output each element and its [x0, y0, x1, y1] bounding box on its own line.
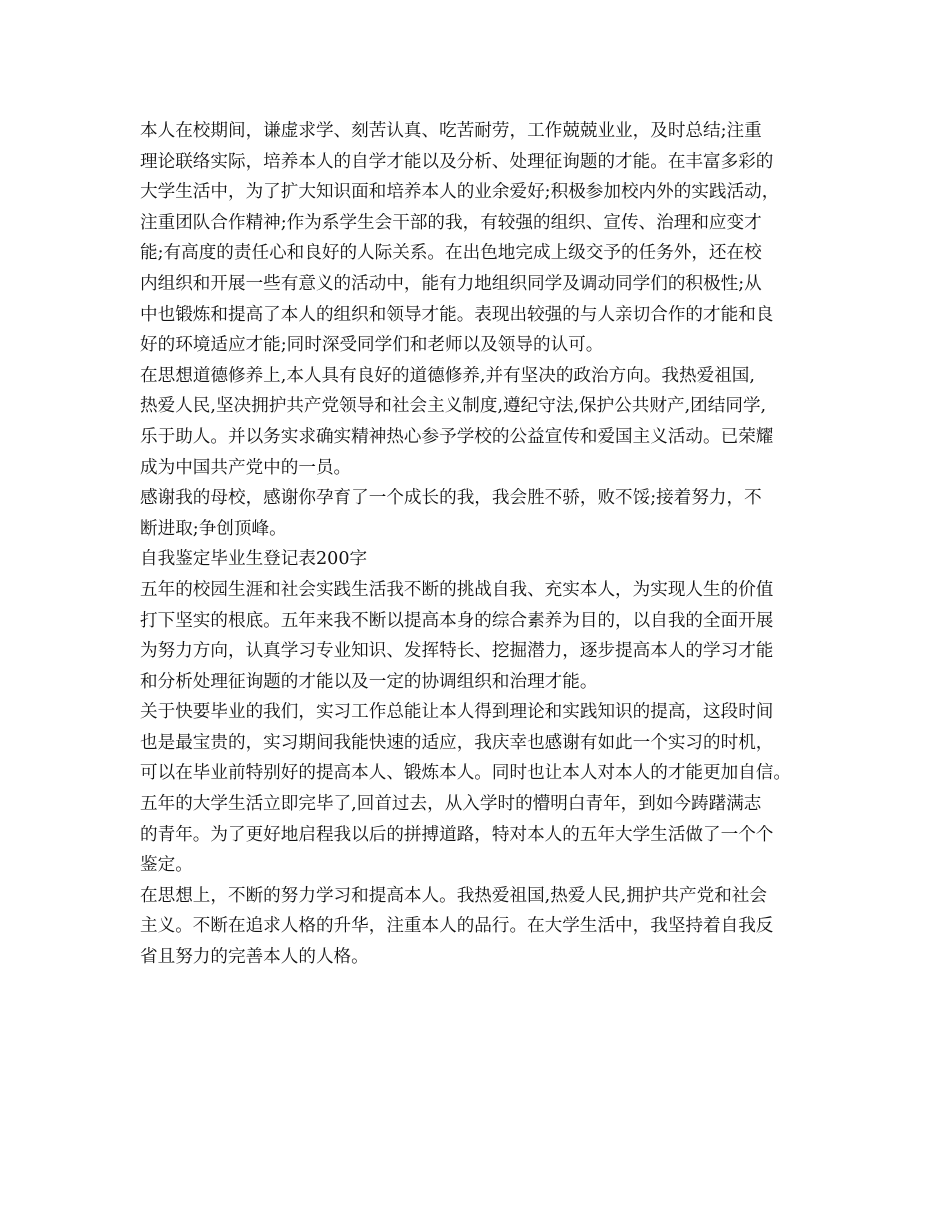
- text-line: 乐于助人。并以务实求确实精神热心参予学校的公益宣传和爱国主义活动。已荣耀: [140, 426, 774, 447]
- text-line: 也是最宝贵的，实习期间我能快速的适应，我庆幸也感谢有如此一个实习的时机，: [140, 732, 774, 753]
- text-line: 在思想上，不断的努力学习和提高本人。我热爱祖国,热爱人民,拥护共产党和社会: [140, 885, 767, 906]
- text-line: 断进取;争创顶峰。: [140, 518, 287, 539]
- text-line: 鉴定。: [140, 855, 193, 876]
- text-line: 注重团队合作精神;作为系学生会干部的我，有较强的组织、宣传、治理和应变才: [140, 212, 762, 233]
- text-line: 中也锻炼和提高了本人的组织和领导才能。表现出较强的与人亲切合作的才能和良: [140, 304, 774, 325]
- text-line: 好的环境适应才能;同时深受同学们和老师以及领导的认可。: [140, 335, 604, 356]
- text-line: 内组织和开展一些有意义的活动中，能有力地组织同学及调动同学们的积极性;从: [140, 273, 762, 294]
- text-line: 大学生活中，为了扩大知识面和培养本人的业余爱好;积极参加校内外的实践活动，: [140, 182, 780, 203]
- text-line: 成为中国共产党中的一员。: [140, 457, 352, 478]
- text-line: 五年的校园生涯和社会实践生活我不断的挑战自我、充实本人，为实现人生的价值: [140, 579, 774, 600]
- text-line: 本人在校期间，谦虚求学、刻苦认真、吃苦耐劳，工作兢兢业业，及时总结;注重: [140, 121, 762, 141]
- text-line: 理论联络实际，培养本人的自学才能以及分析、处理征询题的才能。在丰富多彩的: [140, 151, 774, 172]
- text-line: 关于快要毕业的我们，实习工作总能让本人得到理论和实践知识的提高，这段时间: [140, 702, 774, 723]
- text-line: 感谢我的母校，感谢你孕育了一个成长的我，我会胜不骄，败不馁;接着努力，不: [140, 488, 762, 509]
- text-line: 为努力方向，认真学习专业知识、发挥特长、挖掘潜力，逐步提高本人的学习才能: [140, 641, 774, 662]
- text-line: 省且努力的完善本人的人格。: [140, 947, 369, 968]
- text-line: 可以在毕业前特别好的提高本人、锻炼本人。同时也让本人对本人的才能更加自信。: [140, 763, 791, 784]
- text-line: 在思想道德修养上,本人具有良好的道德修养,并有坚决的政治方向。我热爱祖国,: [140, 365, 755, 386]
- text-line: 和分析处理征询题的才能以及一定的协调组织和治理才能。: [140, 671, 598, 692]
- text-line: 的青年。为了更好地启程我以后的拼搏道路，特对本人的五年大学生活做了一个个: [140, 824, 774, 845]
- text-line: 打下坚实的根底。五年来我不断以提高本身的综合素养为目的，以自我的全面开展: [140, 610, 774, 631]
- text-line: 主义。不断在追求人格的升华，注重本人的品行。在大学生活中，我坚持着自我反: [140, 916, 774, 937]
- text-line: 五年的大学生活立即完毕了,回首过去，从入学时的懵明白青年，到如今踌躇满志: [140, 794, 762, 815]
- text-line: 自我鉴定毕业生登记表200字: [140, 549, 368, 570]
- text-line: 能;有高度的责任心和良好的人际关系。在出色地完成上级交予的任务外，还在校: [140, 243, 762, 264]
- text-line: 热爱人民,坚决拥护共产党领导和社会主义制度,遵纪守法,保护公共财产,团结同学,: [140, 396, 767, 417]
- document-body: [140, 116, 820, 973]
